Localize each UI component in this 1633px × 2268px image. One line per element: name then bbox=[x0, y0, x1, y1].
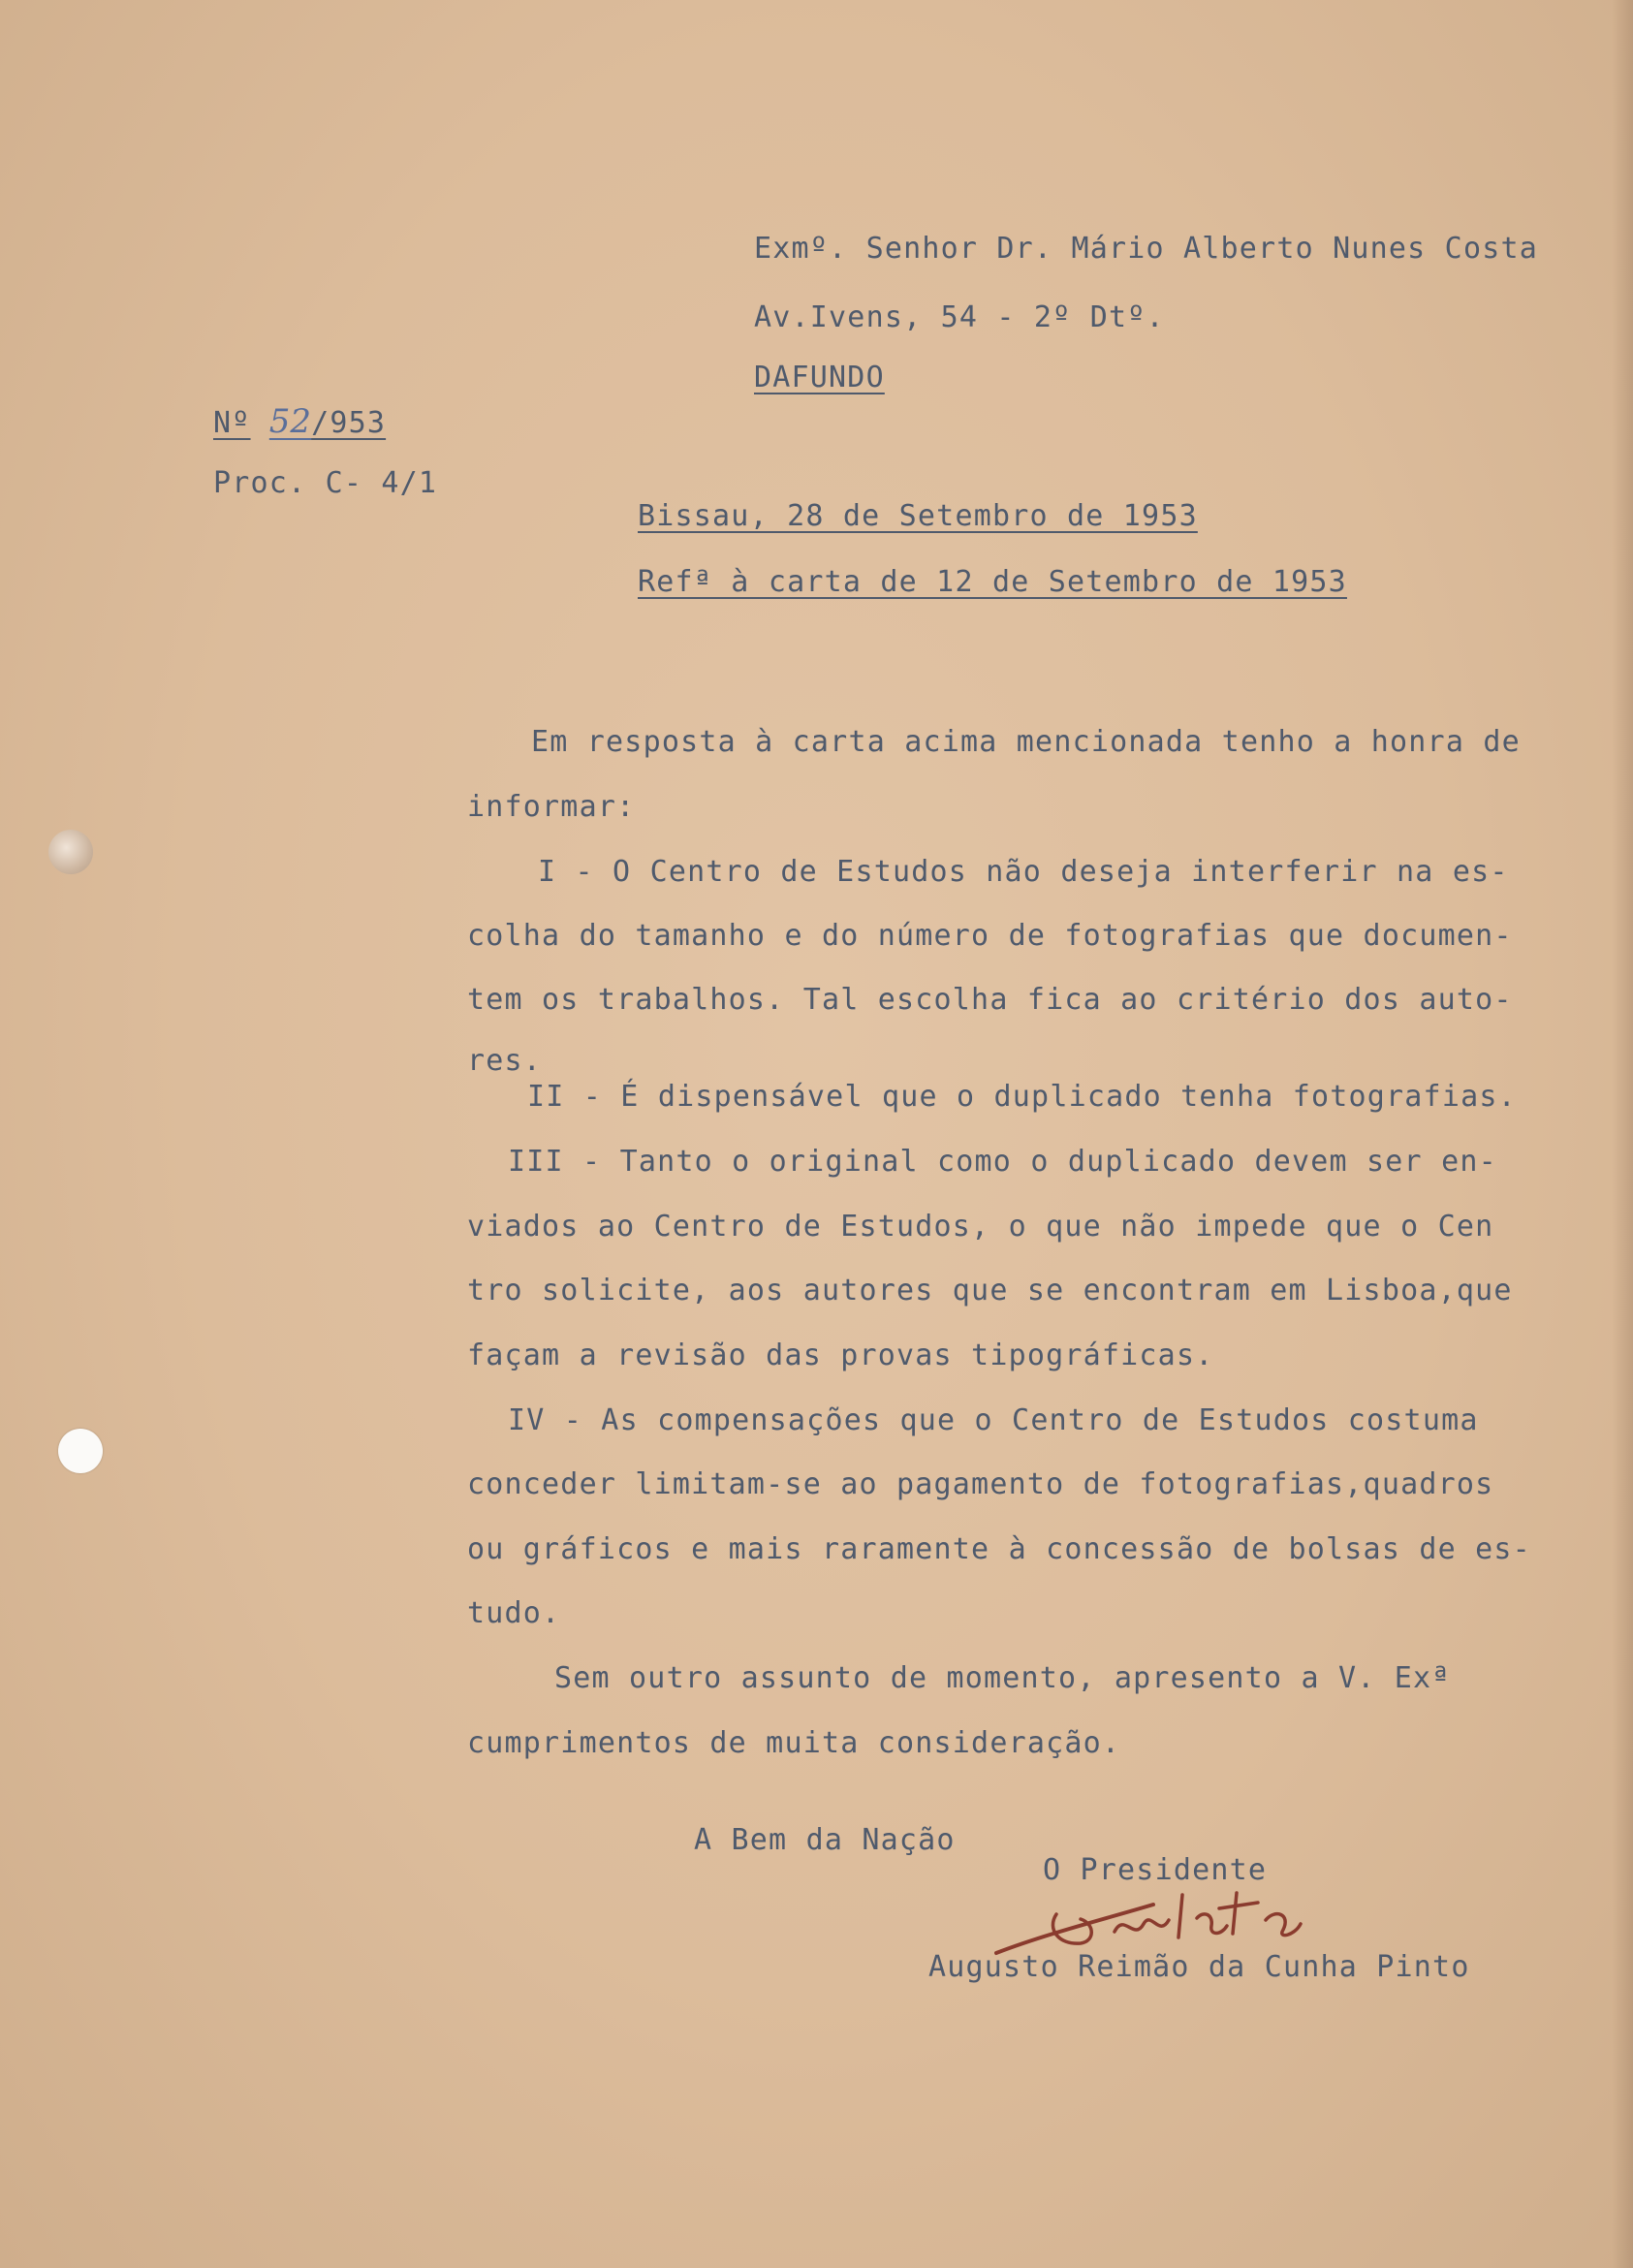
reference-number-suffix: /953 bbox=[311, 406, 387, 440]
body-line: III - Tanto o original como o duplicado devem ser en- bbox=[508, 1145, 1497, 1179]
punch-hole-bottom bbox=[58, 1429, 103, 1473]
place-date: Bissau, 28 de Setembro de 1953 bbox=[638, 499, 1198, 533]
body-line: viados ao Centro de Estudos, o que não impede que o Cen bbox=[467, 1210, 1494, 1244]
body-line: Em resposta à carta acima mencionada tenho a honra de bbox=[531, 725, 1521, 759]
addressee-line-1: Exmº. Senhor Dr. Mário Alberto Nunes Costa bbox=[754, 232, 1538, 266]
letter-reference-line: Refª à carta de 12 de Setembro de 1953 bbox=[638, 565, 1347, 599]
body-line: tudo. bbox=[467, 1596, 561, 1630]
body-line: I - O Centro de Estudos não deseja interferir na es- bbox=[538, 855, 1509, 889]
body-line: tem os trabalhos. Tal escolha fica ao critério dos auto- bbox=[467, 983, 1513, 1017]
body-line: II - É dispensável que o duplicado tenha fotografias. bbox=[527, 1080, 1517, 1114]
punch-hole-top bbox=[48, 830, 93, 874]
signatory-name: Augusto Reimão da Cunha Pinto bbox=[928, 1950, 1470, 1984]
reference-number bbox=[213, 402, 387, 441]
body-line: IV - As compensações que o Centro de Estudos costuma bbox=[508, 1403, 1479, 1437]
addressee-line-3: DAFUNDO bbox=[754, 361, 885, 394]
closing-title: O Presidente bbox=[1043, 1853, 1268, 1887]
body-line: res. bbox=[467, 1044, 543, 1078]
body-line: informar: bbox=[467, 790, 636, 824]
closing-salutation: A Bem da Nação bbox=[694, 1823, 956, 1857]
body-line: tro solicite, aos autores que se encontram em Lisboa,que bbox=[467, 1274, 1513, 1307]
body-line: Sem outro assunto de momento, apresento a V. Exª bbox=[554, 1661, 1451, 1695]
body-line: cumprimentos de muita consideração. bbox=[467, 1726, 1121, 1760]
body-line: ou gráficos e mais raramente à concessão de bolsas de es- bbox=[467, 1532, 1531, 1566]
body-line: colha do tamanho e do número de fotografias que documen- bbox=[467, 919, 1513, 953]
body-line: façam a revisão das provas tipográficas. bbox=[467, 1339, 1214, 1372]
addressee-line-2: Av.Ivens, 54 - 2º Dtº. bbox=[754, 300, 1165, 334]
reference-number-prefix: Nº bbox=[213, 406, 251, 440]
body-line: conceder limitam-se ao pagamento de fotografias,quadros bbox=[467, 1467, 1494, 1501]
process-reference: Proc. C- 4/1 bbox=[213, 466, 438, 500]
reference-number-handwritten: 52 bbox=[268, 402, 312, 441]
paper-edge-shadow bbox=[1612, 0, 1633, 2268]
